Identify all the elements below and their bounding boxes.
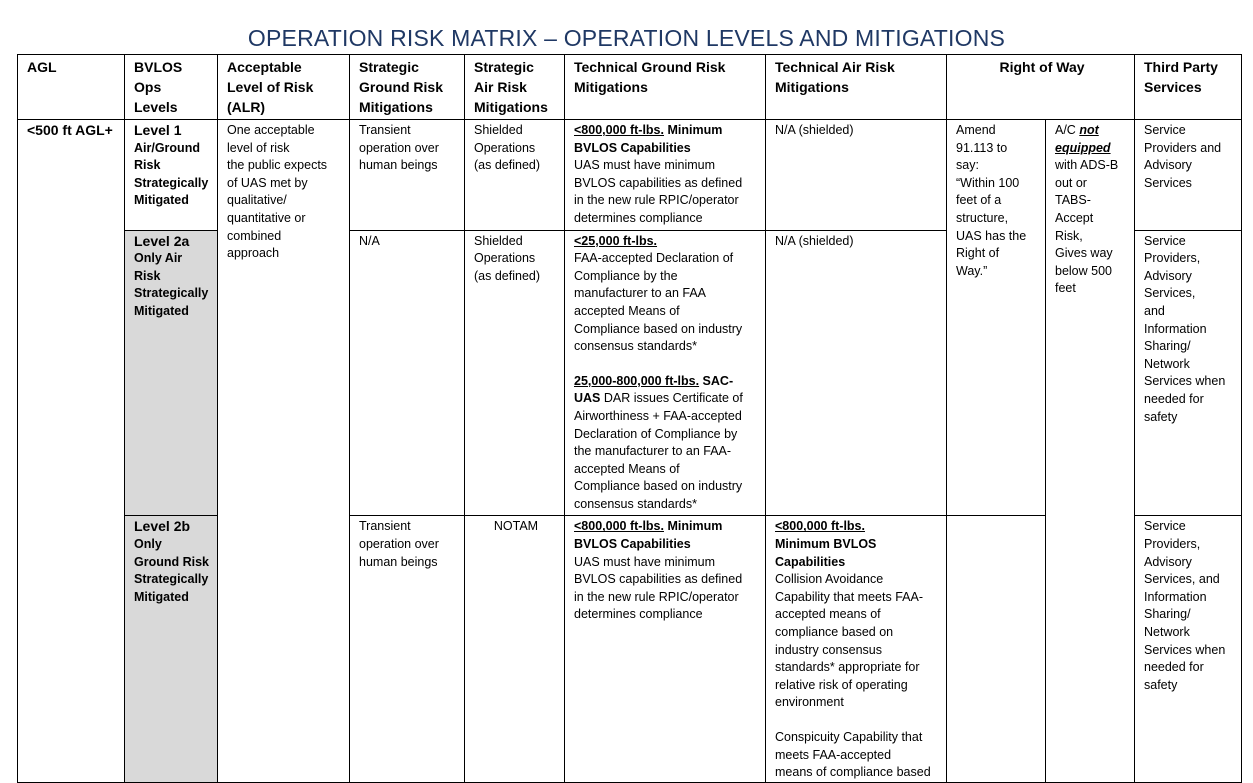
level1-technical-air: N/A (shielded) bbox=[766, 120, 947, 231]
agl-value: <500 ft AGL+ bbox=[18, 120, 125, 783]
header-strategic-ground: Strategic Ground Risk Mitigations bbox=[350, 55, 465, 120]
header-third-party: Third Party Services bbox=[1135, 55, 1242, 120]
header-right-of-way: Right of Way bbox=[947, 55, 1135, 120]
level2a-strategic-ground: N/A bbox=[350, 230, 465, 516]
level1-strategic-air: Shielded Operations (as defined) bbox=[465, 120, 565, 231]
level2a-technical-air: N/A (shielded) bbox=[766, 230, 947, 516]
level2b-label: Level 2b Only Ground Risk Strategically Mitigated bbox=[125, 516, 218, 782]
level2b-technical-air: <800,000 ft-lbs. Minimum BVLOS Capabilities Collision Avoidance Capability that meets FAA- accepted means of compliance based on industry consensus standards* appropriate for relative risk of operating environment Conspicuity Capability that meets FAA-accepted means of compliance based bbox=[766, 516, 947, 782]
document-title: OPERATION RISK MATRIX – OPERATION LEVELS AND MITIGATIONS bbox=[247, 25, 1006, 51]
header-technical-ground: Technical Ground Risk Mitigations bbox=[565, 55, 766, 120]
right-of-way-aircraft: A/C not equipped with ADS-B out or TABS- Accept Risk, Gives way below 500 feet bbox=[1046, 120, 1135, 783]
right-of-way-amend: Amend 91.113 to say: “Within 100 feet of a structure, UAS has the Right of Way.” bbox=[947, 120, 1046, 516]
header-row bbox=[18, 55, 1242, 120]
level2a-technical-ground: <25,000 ft-lbs. FAA-accepted Declaration of Compliance by the manufacturer to an FAA accepted Means of Compliance based on industry consensus standards* 25,000-800,000 ft-lbs. SAC- UAS DAR issues Certificate of Airworthiness + FAA-accepted Declaration of Compliance by the manufacturer to an FAA- accepted Means of Compliance based on industry consensus standards* bbox=[565, 230, 766, 516]
level2b-strategic-air: NOTAM bbox=[465, 516, 565, 782]
level1-technical-ground: <800,000 ft-lbs. Minimum BVLOS Capabilities UAS must have minimum BVLOS capabilities as defined in the new rule RPIC/operator determines compliance bbox=[565, 120, 766, 231]
level2b-technical-ground: <800,000 ft-lbs. Minimum BVLOS Capabilities UAS must have minimum BVLOS capabilities as defined in the new rule RPIC/operator determines compliance bbox=[565, 516, 766, 782]
header-technical-air: Technical Air Risk Mitigations bbox=[766, 55, 947, 120]
header-alr: Acceptable Level of Risk (ALR) bbox=[218, 55, 350, 120]
level2b-right-of-way-empty bbox=[947, 516, 1046, 782]
level2a-third-party: Service Providers, Advisory Services, and Information Sharing/ Network Services when needed for safety bbox=[1135, 230, 1242, 516]
header-agl: AGL bbox=[18, 55, 125, 120]
level2b-third-party: Service Providers, Advisory Services, and Information Sharing/ Network Services when needed for safety bbox=[1135, 516, 1242, 782]
alr-text: One acceptable level of risk the public expects of UAS met by qualitative/ quantitative or combined approach bbox=[218, 120, 350, 783]
level2a-label: Level 2a Only Air Risk Strategically Mitigated bbox=[125, 230, 218, 516]
level2b-strategic-ground: Transient operation over human beings bbox=[350, 516, 465, 782]
level1-strategic-ground: Transient operation over human beings bbox=[350, 120, 465, 231]
header-bvlos: BVLOS Ops Levels bbox=[125, 55, 218, 120]
level1-label: Level 1 Air/Ground Risk Strategically Mitigated bbox=[125, 120, 218, 231]
risk-matrix-table bbox=[17, 54, 1242, 783]
level2a-strategic-air: Shielded Operations (as defined) bbox=[465, 230, 565, 516]
level1-third-party: Service Providers and Advisory Services bbox=[1135, 120, 1242, 231]
header-strategic-air: Strategic Air Risk Mitigations bbox=[465, 55, 565, 120]
level1-row bbox=[18, 120, 1242, 231]
